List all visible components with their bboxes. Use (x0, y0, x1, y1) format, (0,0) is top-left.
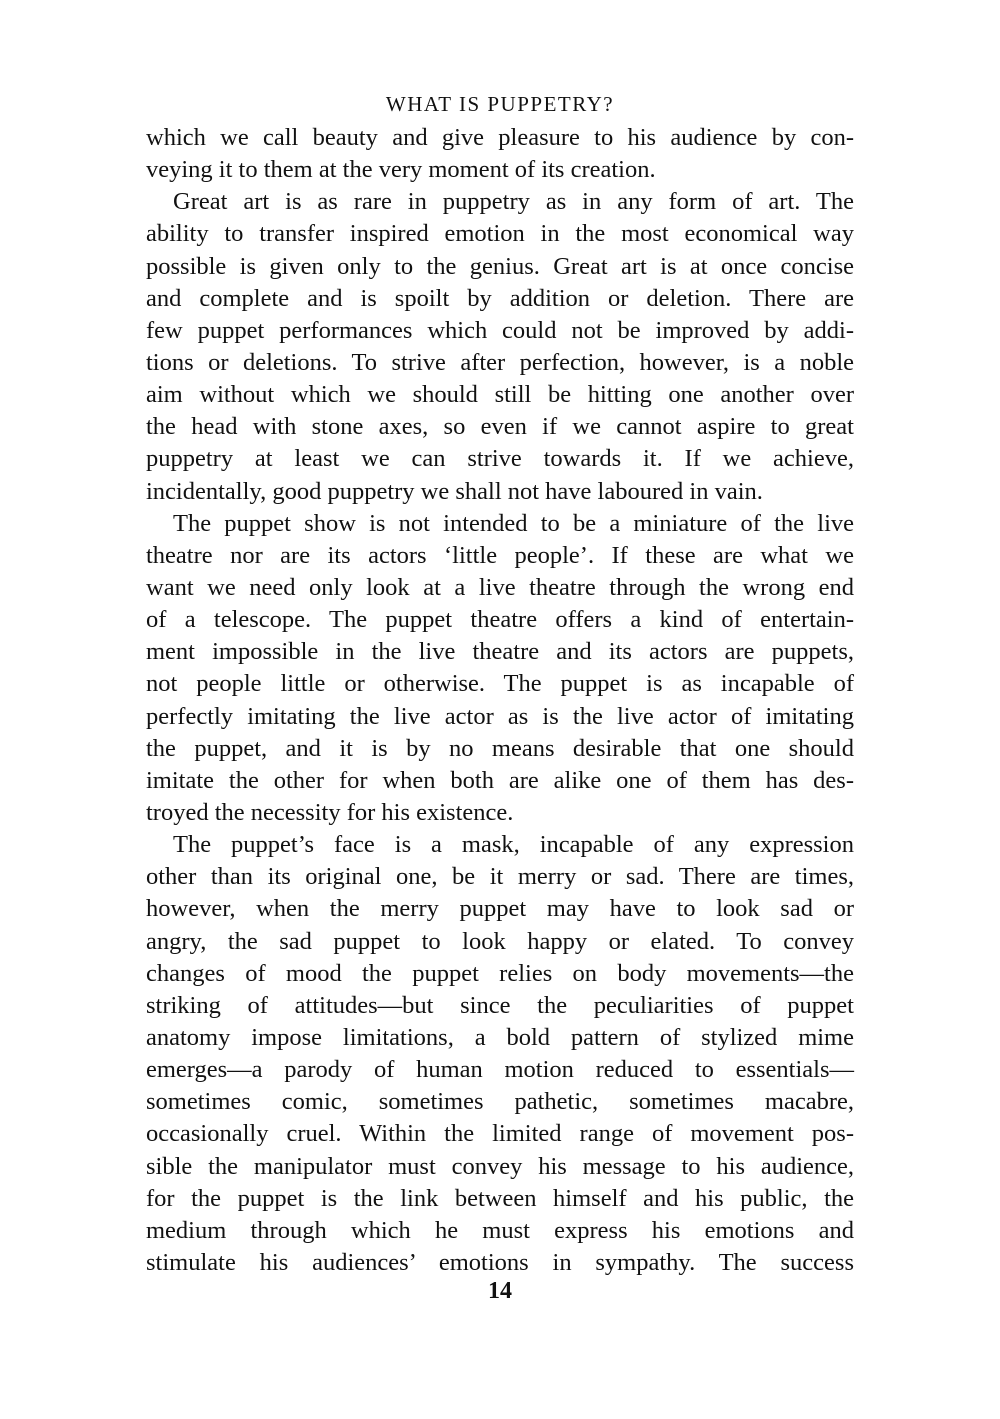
text-line: changes of mood the puppet relies on body movements—the (146, 959, 854, 987)
text-line: The puppet’s face is a mask, incapable of any expression (173, 831, 854, 859)
text-line: theatre nor are its actors ‘little people’. If these are what we (146, 541, 854, 569)
text-line: troyed the necessity for his existence. (146, 798, 514, 826)
text-line: puppetry at least we can strive towards it. If we achieve, (146, 445, 854, 473)
paragraph-great-art (146, 186, 854, 507)
text-line: imitate the other for when both are alike one of them has des- (146, 766, 854, 794)
text-line: medium through which he must express his emotions and (146, 1216, 854, 1244)
text-line: ment impossible in the live theatre and its actors are puppets, (146, 638, 854, 666)
text-line: veying it to them at the very moment of its creation. (146, 156, 656, 184)
text-line: sometimes comic, sometimes pathetic, sometimes macabre, (146, 1088, 854, 1116)
text-line: the puppet, and it is by no means desirable that one should (146, 734, 854, 762)
text-line: for the puppet is the link between himself and his public, the (146, 1184, 854, 1212)
text-line: Great art is as rare in puppetry as in any form of art. The (173, 188, 854, 216)
page-text-block (146, 86, 854, 1279)
text-line: however, when the merry puppet may have to look sad or (146, 895, 854, 923)
text-line: aim without which we should still be hitting one another over (146, 381, 854, 409)
text-line: incidentally, good puppetry we shall not have laboured in vain. (146, 477, 763, 505)
text-line: The puppet show is not intended to be a miniature of the live (173, 509, 854, 537)
text-line: the head with stone axes, so even if we cannot aspire to great (146, 413, 854, 441)
text-line: striking of attitudes—but since the peculiarities of puppet (146, 991, 854, 1019)
text-line: want we need only look at a live theatre through the wrong end (146, 573, 854, 601)
text-line: few puppet performances which could not be improved by addi- (146, 316, 854, 344)
text-line: anatomy impose limitations, a bold pattern of stylized mime (146, 1023, 854, 1051)
running-header: WHAT IS PUPPETRY? (385, 92, 615, 116)
text-line: possible is given only to the genius. Great art is at once concise (146, 252, 854, 280)
text-line: perfectly imitating the live actor as is the live actor of imitating (146, 702, 854, 730)
text-line: tions or deletions. To strive after perfection, however, is a noble (146, 348, 854, 376)
text-line: stimulate his audiences’ emotions in sympathy. The success (146, 1248, 854, 1276)
text-line: ability to transfer inspired emotion in the most economical way (146, 220, 854, 248)
text-line: angry, the sad puppet to look happy or elated. To convey (146, 927, 854, 955)
paragraph-continuation (146, 122, 854, 186)
text-line: sible the manipulator must convey his message to his audience, (146, 1152, 854, 1180)
text-line: of a telescope. The puppet theatre offers a kind of entertain- (146, 606, 854, 634)
text-line: which we call beauty and give pleasure to his audience by con- (146, 124, 854, 151)
text-line: occasionally cruel. Within the limited range of movement pos- (146, 1120, 854, 1148)
text-line: not people little or otherwise. The puppet is as incapable of (146, 670, 854, 698)
paragraph-puppet-show (146, 508, 854, 829)
page-number: 14 (488, 1278, 512, 1304)
text-line: other than its original one, be it merry or sad. There are times, (146, 863, 854, 891)
text-line: emerges—a parody of human motion reduced to essentials— (146, 1056, 854, 1084)
text-line: and complete and is spoilt by addition or deletion. There are (146, 284, 854, 312)
paragraph-puppet-face (146, 829, 854, 1279)
